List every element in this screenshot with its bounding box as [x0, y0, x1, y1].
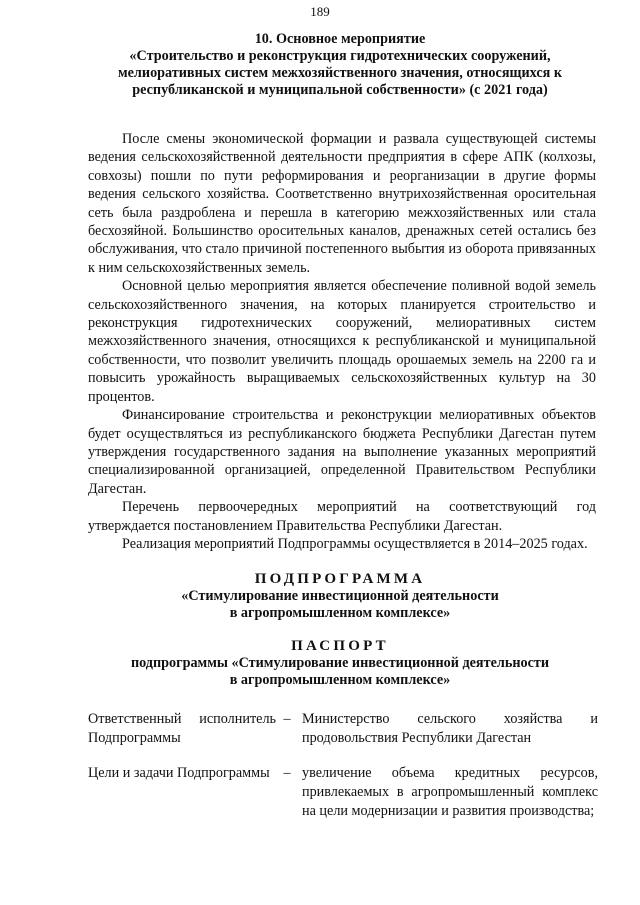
section-subtitle-line: республиканской и муниципальной собственности» (с 2021 года)	[132, 82, 548, 98]
subprogram-heading	[80, 571, 600, 622]
section-heading	[80, 31, 600, 99]
section-title: 10. Основное мероприятие	[254, 31, 426, 47]
passport-row-dash: –	[283, 711, 291, 727]
body-paragraph: Финансирование строительства и реконструкции мелиоративных объектов будет осуществляться из республиканского бюджета Республики Дагестан путем утверждения государственного задания на выполнение указанных мероприятий специализированной организацией, определенной Правительством Республики Дагестан.	[88, 407, 596, 497]
section-subtitle-line: мелиоративных систем межхозяйственного значения, относящихся к	[117, 65, 563, 81]
body-paragraph: Реализация мероприятий Подпрограммы осуществляется в 2014–2025 годах.	[122, 535, 588, 552]
subprogram-title-line: «Стимулирование инвестиционной деятельности	[181, 588, 499, 604]
passport-row-value: Министерство сельского хозяйства и продовольствия Республики Дагестан	[302, 711, 598, 746]
passport-row-dash: –	[283, 765, 291, 781]
section-subtitle-line: «Строительство и реконструкция гидротехнических сооружений,	[129, 48, 551, 64]
body-paragraph: Основной целью мероприятия является обеспечение поливной водой земель сельскохозяйственного значения, на которых планируется строительство и реконструкция гидротехнических сооружений, мелиоративных систем межхозяйственного значения, относящихся к республиканской и муниципальной собственности, что позволит увеличить площадь орошаемых земель на 2200 га и повысить урожайность выращиваемых сельскохозяйственных культур на 30 процентов.	[88, 278, 596, 405]
passport-row-label: Цели и задачи Подпрограммы	[88, 765, 270, 781]
body-paragraph: После смены экономической формации и развала существующей системы ведения сельскохозяйственной деятельности предприятия в сфере АПК (колхозы, совхозы) пошли по пути реформирования и реорганизации в другие формы ведения сельского хозяйства. Соответственно внутрихозяйственная оросительная сеть была раздроблена и перешла в категорию межхозяйственных или стала бесхозяйной. Большинство оросительных каналов, дренажных сетей остались без обслуживания, что стало причиной постепенного выбытия из оборота привязанных к ним сельскохозяйственных земель.	[88, 131, 596, 276]
passport-label: ПАСПОРТ	[291, 638, 389, 654]
subprogram-label: ПОДПРОГРАММА	[254, 571, 426, 587]
passport-row-value: увеличение объема кредитных ресурсов, привлекаемых в агропромышленный комплекс на цели модернизации и развития производства;	[302, 765, 598, 819]
section-body	[88, 130, 596, 553]
passport-title-line: подпрограммы «Стимулирование инвестиционной деятельности	[130, 655, 550, 671]
passport-title-line: в агропромышленном комплексе»	[229, 672, 451, 688]
passport-row-label: Ответственный исполнитель Подпрограммы	[88, 711, 276, 746]
body-paragraph: Перечень первоочередных мероприятий на соответствующий год утверждается постановлением Правительства Республики Дагестан.	[88, 499, 596, 534]
page-number: 189	[310, 4, 330, 19]
subprogram-title-line: в агропромышленном комплексе»	[229, 605, 451, 621]
passport-heading	[80, 638, 600, 689]
